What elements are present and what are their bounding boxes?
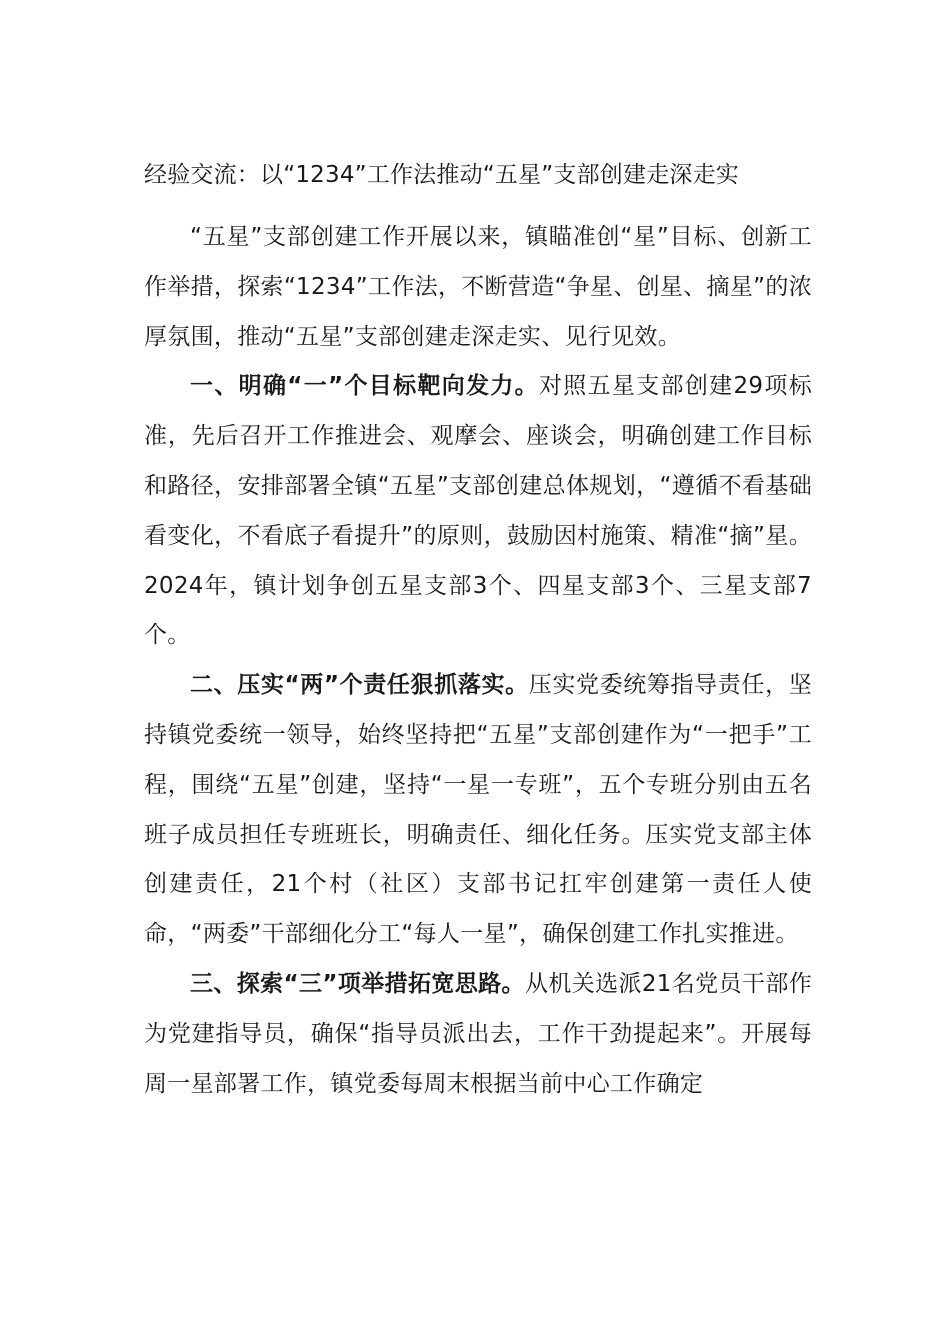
paragraph-text: 对照五星支部创建29项标准，先后召开工作推进会、观摩会、座谈会，明确创建工作目标和路径，安排部署全镇“五星”支部创建总体规划，“遵循不看基础看变化，不看底子看提升”的原则，鼓励因村施策、精准“摘”星。2024年，镇计划争创五星支部3个、四星支部3个、三星支部7个。 bbox=[144, 373, 812, 649]
paragraph-text: 压实党委统筹指导责任，坚持镇党委统一领导，始终坚持把“五星”支部创建作为“一把手”工程，围绕“五星”创建，坚持“一星一专班”，五个专班分别由五名班子成员担任专班班长，明确责任、细化任务。压实党支部主体创建责任，21个村（社区）支部书记扛牢创建第一责任人使命，“两委”干部细化分工“每人一星”，确保创建工作扎实推进。 bbox=[144, 672, 812, 948]
section-2-heading: 二、压实“两”个责任狠抓落实。 bbox=[190, 672, 529, 699]
title-spacer bbox=[144, 200, 812, 213]
paragraph-intro bbox=[144, 213, 812, 362]
section-3-heading: 三、探索“三”项举措拓宽思路。 bbox=[190, 970, 525, 997]
paragraph-text: 从机关选派21名党员干部作为党建指导员，确保“指导员派出去，工作干劲提起来”。开展每周一星部署工作，镇党委每周末根据当前中心工作确定 bbox=[144, 970, 813, 1097]
paragraph-section-1 bbox=[144, 362, 812, 661]
paragraph-section-3 bbox=[144, 960, 812, 1109]
paragraph-section-2 bbox=[144, 661, 812, 960]
section-1-heading: 一、明确“一”个目标靶向发力。 bbox=[190, 373, 539, 400]
document-body bbox=[144, 150, 812, 1109]
paragraph-text: “五星”支部创建工作开展以来，镇瞄准创“星”目标、创新工作举措，探索“1234”工作法，不断营造“争星、创星、摘星”的浓厚氛围，推动“五星”支部创建走深走实、见行见效。 bbox=[144, 224, 812, 350]
document-title: 经验交流：以“1234”工作法推动“五星”支部创建走深走实 bbox=[144, 162, 739, 188]
